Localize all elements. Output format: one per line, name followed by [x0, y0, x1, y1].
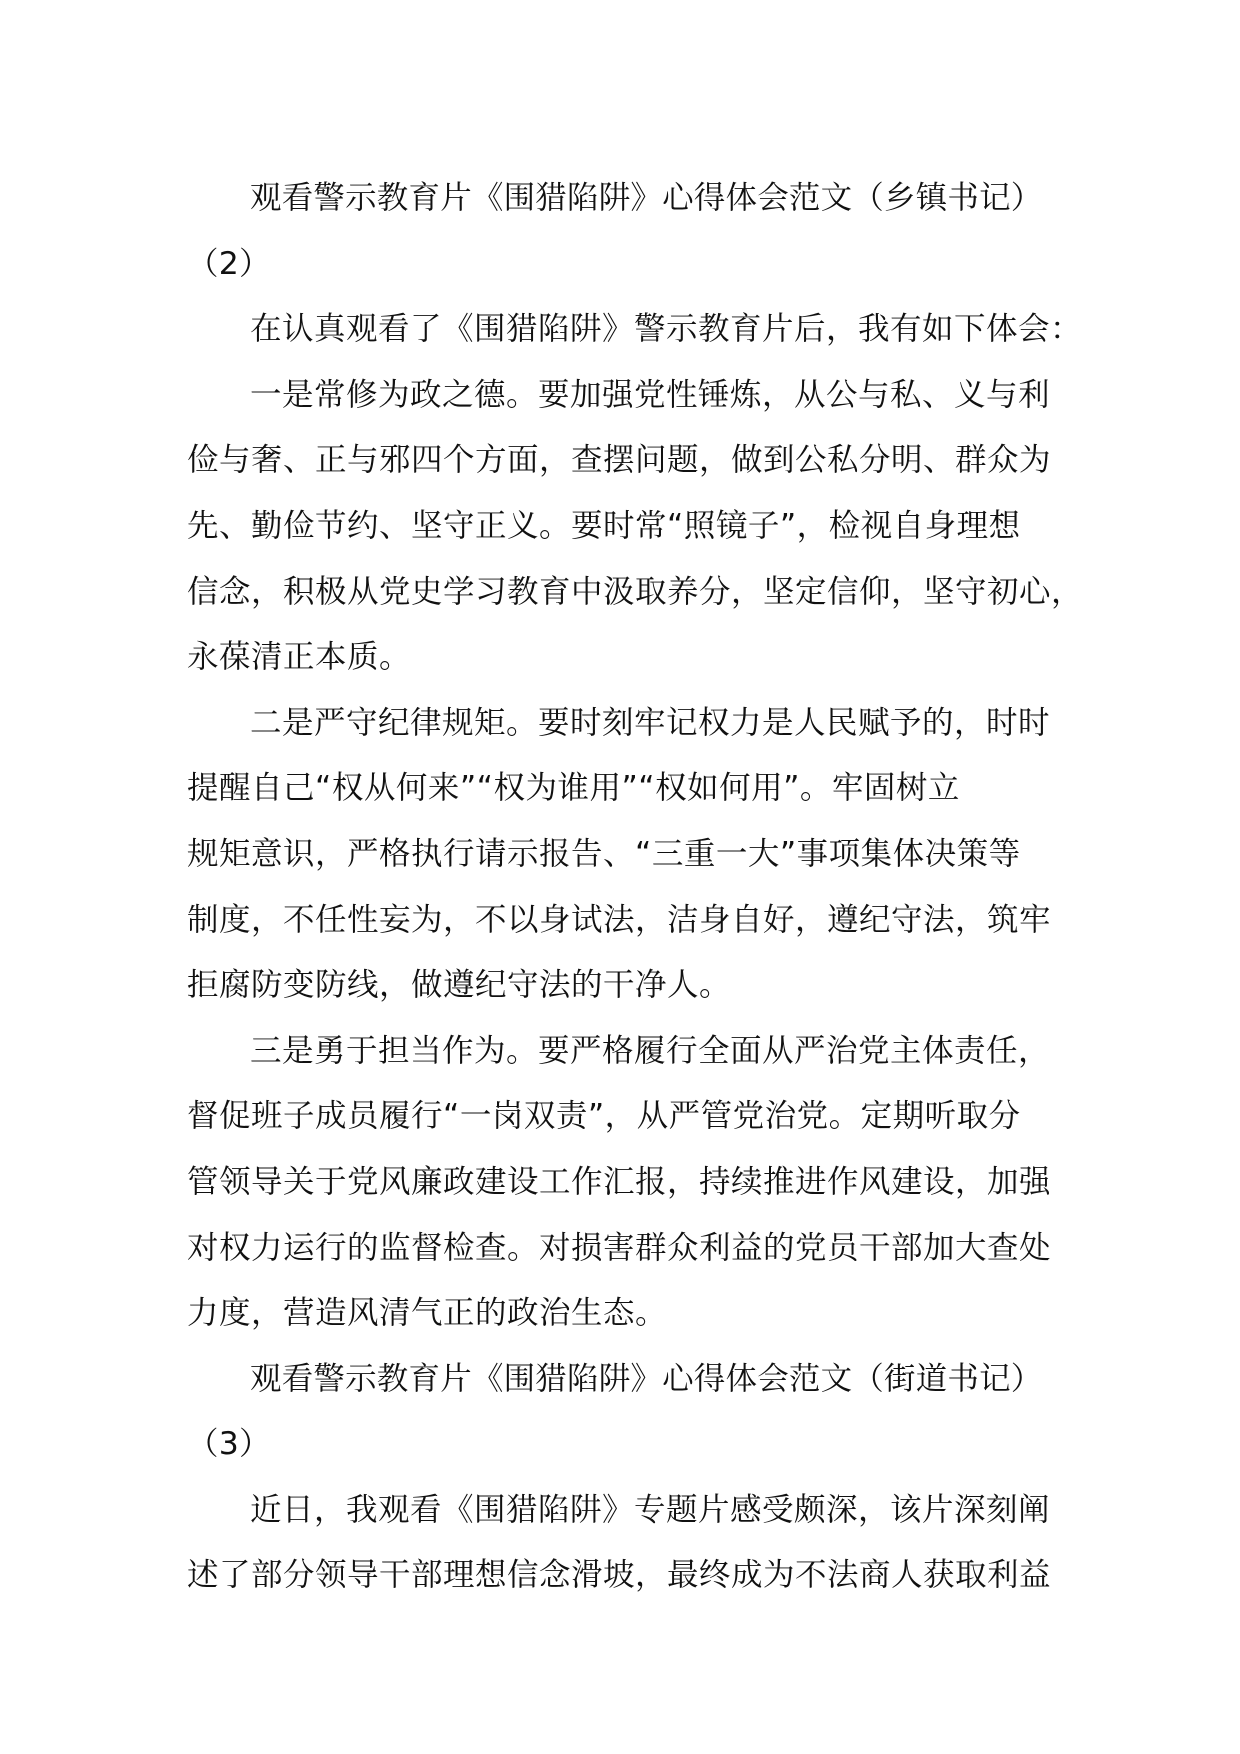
paragraph-line: 一是常修为政之德。要加强党性锤炼，从公与私、义与利: [250, 376, 1051, 413]
paragraph-line: 提醒自己“权从何来”“权为谁用”“权如何用”。牢固树立: [187, 770, 960, 807]
paragraph-line: 近日，我观看《围猎陷阱》专题片感受颇深，该片深刻阐: [250, 1491, 1051, 1528]
paragraph-point-two: [187, 691, 1087, 1019]
paragraph-point-three: [187, 1019, 1087, 1347]
heading-line: （2）: [187, 245, 271, 282]
paragraph-line: 三是勇于担当作为。要严格履行全面从严治党主体责任，: [250, 1032, 1051, 1069]
section-heading-street-secretary: [187, 1347, 1087, 1478]
heading-line: （3）: [187, 1426, 271, 1463]
paragraph-line: 制度，不任性妄为，不以身试法，洁身自好，遵纪守法，筑牢: [187, 901, 1052, 938]
paragraph-line: 力度，营造风清气正的政治生态。: [187, 1295, 668, 1332]
paragraph-line: 永葆清正本质。: [187, 639, 412, 676]
paragraph-line: 规矩意识，严格执行请示报告、“三重一大”事项集体决策等: [187, 835, 1021, 872]
paragraph-line: 俭与奢、正与邪四个方面，查摆问题，做到公私分明、群众为: [187, 442, 1052, 479]
paragraph-line: 在认真观看了《围猎陷阱》警示教育片后，我有如下体会：: [250, 311, 1083, 348]
paragraph-line: 管领导关于党风廉政建设工作汇报，持续推进作风建设，加强: [187, 1163, 1052, 1200]
heading-line: 观看警示教育片《围猎陷阱》心得体会范文（乡镇书记）: [250, 180, 1043, 216]
paragraph-line: 督促班子成员履行“一岗双责”，从严管党治党。定期听取分: [187, 1098, 1021, 1135]
paragraph-line: 二是严守纪律规矩。要时刻牢记权力是人民赋予的，时时: [250, 704, 1051, 741]
paragraph-line: 拒腐防变防线，做遵纪守法的干净人。: [187, 967, 732, 1004]
heading-line: 观看警示教育片《围猎陷阱》心得体会范文（街道书记）: [250, 1360, 1043, 1397]
paragraph-line: 述了部分领导干部理想信念滑坡，最终成为不法商人获取利益: [187, 1557, 1052, 1594]
section-heading-township-secretary: [187, 166, 1087, 297]
document-page: [187, 166, 1087, 1609]
paragraph-line: 信念，积极从党史学习教育中汲取养分，坚定信仰，坚守初心，: [187, 573, 1084, 610]
paragraph-line: 先、勤俭节约、坚守正义。要时常“照镜子”，检视自身理想: [187, 507, 1021, 544]
paragraph-recent-viewing: [187, 1478, 1087, 1609]
paragraph-line: 对权力运行的监督检查。对损害群众利益的党员干部加大查处: [187, 1229, 1052, 1266]
paragraph-point-one: [187, 363, 1087, 691]
intro-paragraph: [187, 297, 1087, 363]
